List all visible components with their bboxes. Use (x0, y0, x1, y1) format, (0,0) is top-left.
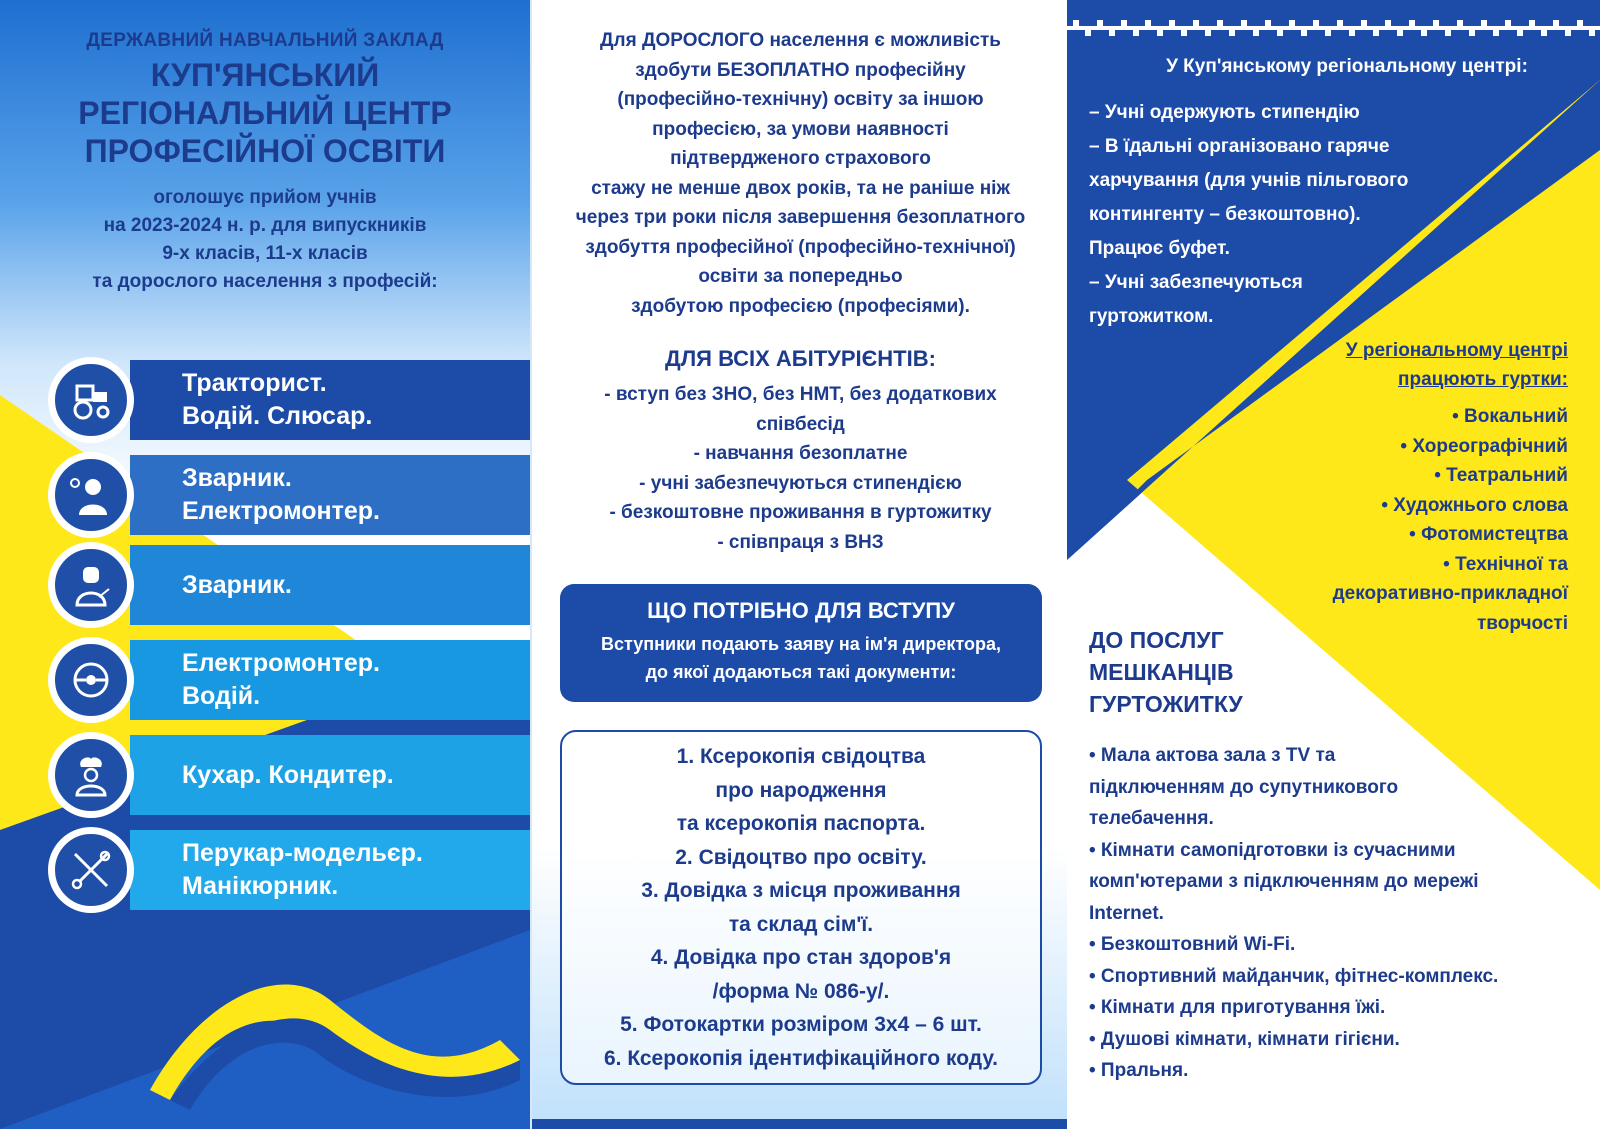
profession-label (182, 460, 522, 530)
requirements-title: ЩО ПОТРІБНО ДЛЯ ВСТУПУ (647, 598, 955, 623)
profession-label (182, 835, 522, 905)
clubs-title (1308, 336, 1568, 394)
bottom-border (532, 1119, 1069, 1129)
list-item: • Художнього слова (1381, 494, 1568, 516)
list-item: та склад сім'ї. (728, 912, 874, 936)
text-line: здобуття професійної (професійно-технічної) (585, 236, 1016, 258)
profession-line: Водій. (182, 682, 261, 710)
documents-list (562, 740, 1040, 1075)
dormitory-services-list (1089, 740, 1569, 1087)
announcement-line: на 2023-2024 н. р. для випускників (103, 215, 427, 236)
header-block (0, 30, 530, 296)
org-type: ДЕРЖАВНИЙ НАВЧАЛЬНИЙ ЗАКЛАД (86, 30, 444, 51)
list-item: • Спортивний майданчик, фітнес-комплекс. (1089, 965, 1499, 987)
list-item: • Кімнати для приготування їжі. (1089, 997, 1386, 1018)
text-line: Для ДОРОСЛОГО населення є можливість (600, 30, 1001, 51)
text-line: Вступники подають заяву на ім'я директора, (601, 634, 1001, 654)
list-item: • Безкоштовний Wi-Fi. (1089, 934, 1296, 955)
list-item: – Учні забезпечуються (1089, 272, 1303, 293)
text-line: здобути БЕЗОПЛАТНО професійну (635, 59, 966, 81)
list-item: комп'ютерами з підключенням до мережі (1089, 871, 1479, 892)
list-item: 3. Довідка з місця проживання (641, 879, 961, 902)
profession-label (182, 645, 522, 715)
list-item: підключенням до супутникового (1089, 776, 1399, 798)
list-item: про народження (715, 778, 887, 802)
text-line: освіти за попередньо (698, 266, 903, 287)
list-item: 4. Довідка про стан здоров'я (650, 946, 952, 969)
all-applicants-heading: ДЛЯ ВСІХ АБІТУРІЄНТІВ: (665, 346, 936, 371)
list-item: - безкоштовне проживання в гуртожитку (609, 502, 992, 523)
profession-line: Манікюрник. (182, 872, 339, 900)
all-applicants-list (552, 380, 1049, 557)
list-item: контингенту – безкоштовно). (1089, 204, 1361, 225)
middle-panel (530, 0, 1071, 1129)
list-item: – В їдальні організовано гаряче (1089, 136, 1390, 157)
profession-line: Перукар-модельєр. (182, 839, 423, 867)
profession-item (0, 730, 530, 820)
list-item: Internet. (1089, 902, 1164, 924)
list-item: Працює буфет. (1089, 238, 1230, 259)
profession-item (0, 450, 530, 540)
profession-label (182, 740, 522, 810)
list-item: • Мала актова зала з TV та (1089, 745, 1336, 766)
scissors-comb-icon (48, 827, 134, 913)
list-item: • Театральний (1434, 465, 1568, 486)
profession-line: Зварник. (182, 570, 292, 599)
list-item: - учні забезпечуються стипендією (639, 472, 962, 494)
list-item: - співпраця з ВНЗ (717, 531, 884, 553)
text-line: (професійно-технічну) освіту за іншою (617, 89, 984, 110)
profession-item (0, 825, 530, 915)
clubs-list (1268, 402, 1568, 638)
list-item: 2. Свідоцтво про освіту. (675, 845, 927, 869)
list-item: • Кімнати самопідготовки із сучасними (1089, 839, 1456, 861)
admission-requirements-box (560, 584, 1042, 702)
list-item: 6. Ксерокопія ідентифікаційного коду. (603, 1046, 999, 1070)
center-facts-list (1089, 96, 1469, 334)
list-item: 5. Фотокартки розміром 3х4 – 6 шт. (620, 1013, 982, 1036)
list-item: • Фотомистецтва (1409, 524, 1568, 545)
list-item: /форма № 086-у/. (712, 979, 890, 1003)
welder-icon (48, 542, 134, 628)
text-line: ГУРТОЖИТКУ (1089, 691, 1243, 717)
text-line: МЕШКАНЦІВ (1089, 659, 1234, 685)
profession-line: Електромонтер. (182, 649, 380, 677)
adult-education-text (552, 26, 1049, 321)
list-item: • Душові кімнати, кімнати гігієни. (1089, 1028, 1400, 1050)
right-panel (1067, 0, 1600, 1129)
org-name-line: КУП'ЯНСЬКИЙ (150, 57, 380, 93)
profession-label (182, 365, 522, 435)
text-line: стажу не менше двох років, та не раніше ніж (591, 177, 1010, 199)
text-line: працюють гуртки: (1398, 369, 1568, 390)
tractor-icon (48, 357, 134, 443)
profession-item (0, 540, 530, 630)
list-item: • Технічної та (1443, 553, 1568, 575)
profession-label (182, 550, 522, 620)
profession-line: Тракторист. (182, 369, 327, 397)
center-facts-title: У Куп'янському регіональному центрі: (1166, 56, 1528, 77)
text-line: підтвердженого страхового (670, 148, 931, 169)
text-line: здобутою професією (професіями). (631, 295, 970, 317)
list-item: 1. Ксерокопія свідоцтва (676, 745, 926, 768)
documents-box (560, 730, 1042, 1085)
list-item: гуртожитком. (1089, 306, 1214, 327)
list-item: декоративно-прикладної (1332, 583, 1568, 604)
list-item: телебачення. (1089, 808, 1214, 829)
list-item: • Вокальний (1452, 406, 1568, 427)
steering-wheel-icon (48, 637, 134, 723)
announcement (0, 184, 530, 296)
text-line: ДО ПОСЛУГ (1089, 627, 1224, 653)
left-panel (0, 0, 530, 1129)
text-line: через три роки після завершення безоплатного (575, 207, 1026, 228)
profession-line: Електромонтер. (182, 497, 380, 525)
list-item: • Хореографічний (1400, 435, 1568, 457)
announcement-line: та дорослого населення з професій: (92, 271, 438, 292)
profession-line: Кухар. Кондитер. (182, 760, 394, 789)
org-name (0, 56, 530, 170)
list-item: харчування (для учнів пільгового (1089, 170, 1409, 191)
org-name-line: ПРОФЕСІЙНОЇ ОСВІТИ (84, 133, 446, 169)
list-item: творчості (1476, 612, 1568, 634)
list-item: - навчання безоплатне (693, 443, 908, 464)
text-line: професією, за умови наявності (652, 118, 949, 140)
chef-icon (48, 732, 134, 818)
ornament-pattern (1067, 14, 1600, 42)
profession-item (0, 355, 530, 445)
list-item: співбесід (756, 413, 845, 435)
text-line: У регіональному центрі (1345, 340, 1568, 361)
announcement-line: оголошує прийом учнів (153, 187, 377, 208)
list-item: – Учні одержують стипендію (1089, 102, 1360, 123)
list-item: • Пральня. (1089, 1060, 1189, 1081)
requirements-subtitle (560, 630, 1042, 686)
profession-line: Водій. Слюсар. (182, 402, 373, 430)
list-item: та ксерокопія паспорта. (676, 812, 926, 835)
announcement-line: 9-х класів, 11-х класів (162, 243, 368, 264)
org-name-line: РЕГІОНАЛЬНИЙ ЦЕНТР (78, 95, 452, 131)
profession-item (0, 635, 530, 725)
dormitory-title (1089, 624, 1309, 720)
worker-bulb-icon (48, 452, 134, 538)
profession-line: Зварник. (182, 464, 292, 492)
text-line: до якої додаються такі документи: (645, 662, 957, 682)
list-item: - вступ без ЗНО, без НМТ, без додаткових (604, 384, 997, 405)
